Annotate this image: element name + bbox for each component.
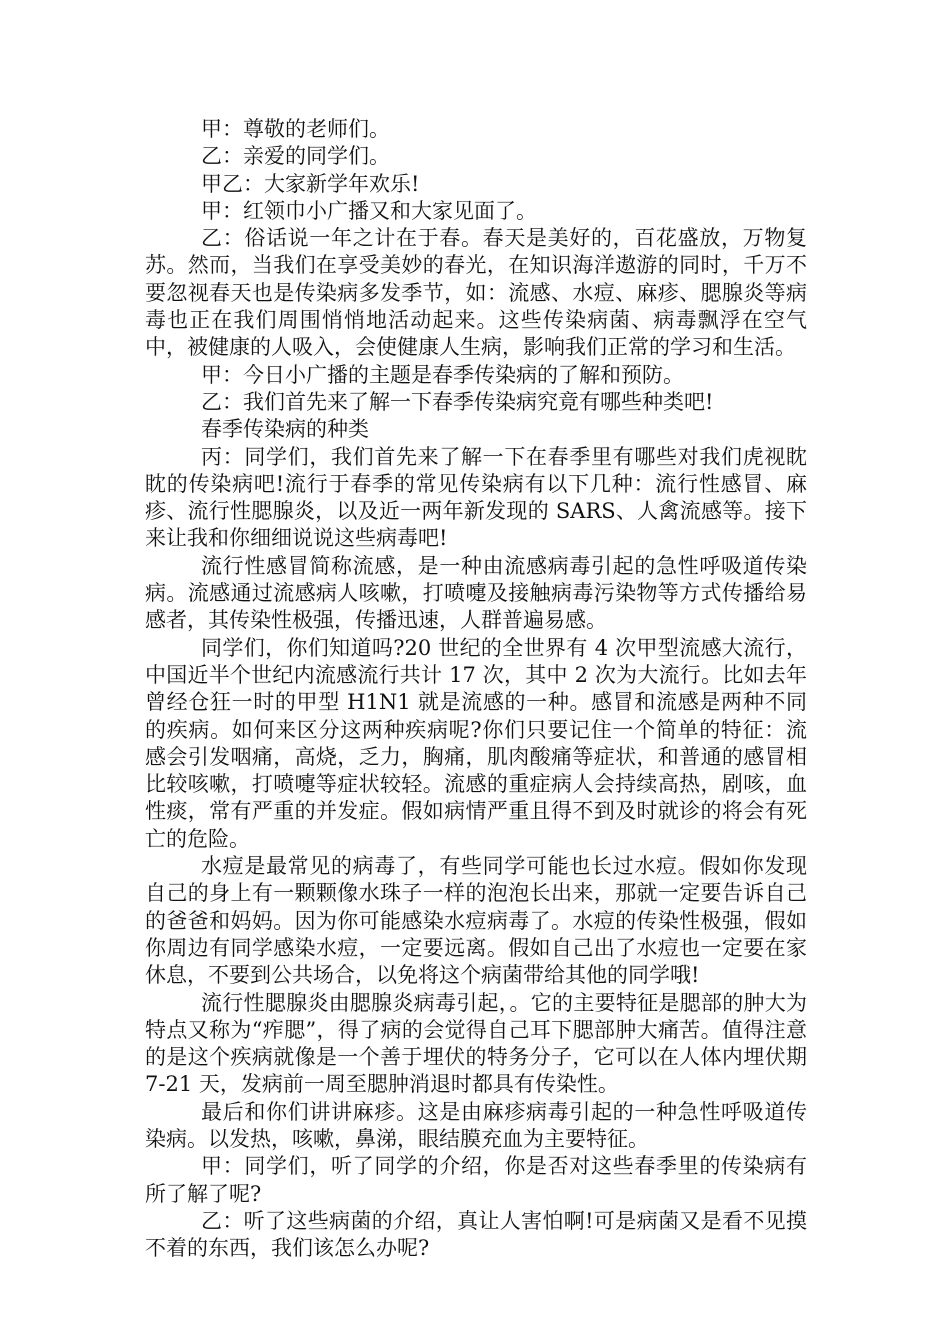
paragraph: 最后和你们讲讲麻疹。这是由麻疹病毒引起的一种急性呼吸道传染病。以发热，咳嗽，鼻涕，眼结膜充血为主要特征。 <box>145 1099 807 1151</box>
paragraph: 乙：俗话说一年之计在于春。春天是美好的，百花盛放，万物复苏。然而，当我们在享受美妙的春光，在知识海洋遨游的同时，千万不要忽视春天也是传染病多发季节，如：流感、水痘、麻疹、腮腺炎等病毒也正在我们周围悄悄地活动起来。这些传染病菌、病毒飘浮在空气中，被健康的人吸入，会使健康人生病，影响我们正常的学习和生活。 <box>145 226 807 360</box>
paragraph: 乙：我们首先来了解一下春季传染病究竟有哪些种类吧! <box>201 389 714 414</box>
paragraph: 水痘是最常见的病毒了，有些同学可能也长过水痘。假如你发现自己的身上有一颗颗像水珠子一样的泡泡长出来，那就一定要告诉自己的爸爸和妈妈。因为你可能感染水痘病毒了。水痘的传染性极强，假如你周边有同学感染水痘，一定要远离。假如自己出了水痘也一定要在家休息，不要到公共场合，以免将这个病菌带给其他的同学哦! <box>145 854 807 988</box>
paragraph: 同学们，你们知道吗?20 世纪的全世界有 4 次甲型流感大流行，中国近半个世纪内流感流行共计 17 次，其中 2 次为大流行。比如去年曾经仓狂一时的甲型 H1N1 就是流感的一种。感冒和流感是两种不同的疾病。如何来区分这两种疾病呢?你们只要记住一个简单的特征：流感会引发咽痛，高烧，乏力，胸痛，肌肉酸痛等症状，和普通的感冒相比较咳嗽，打喷嚏等症状较轻。流感的重症病人会持续高热，剧咳，血性痰，常有严重的并发症。假如病情严重且得不到及时就诊的将会有死亡的危险。 <box>145 635 807 851</box>
paragraph: 流行性感冒简称流感，是一种由流感病毒引起的急性呼吸道传染病。流感通过流感病人咳嗽，打喷嚏及接触病毒污染物等方式传播给易感者，其传染性极强，传播迅速，人群普遍易感。 <box>145 553 807 633</box>
section-heading: 春季传染病的种类 <box>201 417 369 442</box>
paragraph: 流行性腮腺炎由腮腺炎病毒引起，。它的主要特征是腮部的肿大为特点又称为“痄腮”，得了病的会觉得自己耳下腮部肿大痛苦。值得注意的是这个疾病就像是一个善于埋伏的特务分子，它可以在人体内埋伏期 7-21 天，发病前一周至腮肿消退时都具有传染性。 <box>145 990 807 1097</box>
document-body <box>145 116 807 1262</box>
paragraph: 乙：听了这些病菌的介绍，真让人害怕啊!可是病菌又是看不见摸不着的东西，我们该怎么办呢? <box>145 1208 807 1261</box>
paragraph: 甲：红领巾小广播又和大家见面了。 <box>201 198 537 223</box>
paragraph: 甲乙：大家新学年欢乐! <box>201 171 420 196</box>
paragraph: 甲：同学们，听了同学的介绍，你是否对这些春季里的传染病有所了解了呢? <box>145 1154 807 1206</box>
paragraph: 甲：今日小广播的主题是春季传染病的了解和预防。 <box>201 362 684 387</box>
paragraph: 甲：尊敬的老师们。 <box>201 117 390 141</box>
paragraph: 丙：同学们，我们首先来了解一下在春季里有哪些对我们虎视眈眈的传染病吧!流行于春季的常见传染病有以下几种：流行性感冒、麻疹、流行性腮腺炎，以及近一两年新发现的 SARS、人禽流感等。接下来让我和你细细说说这些病毒吧! <box>145 444 807 551</box>
paragraph: 乙：亲爱的同学们。 <box>201 144 390 169</box>
